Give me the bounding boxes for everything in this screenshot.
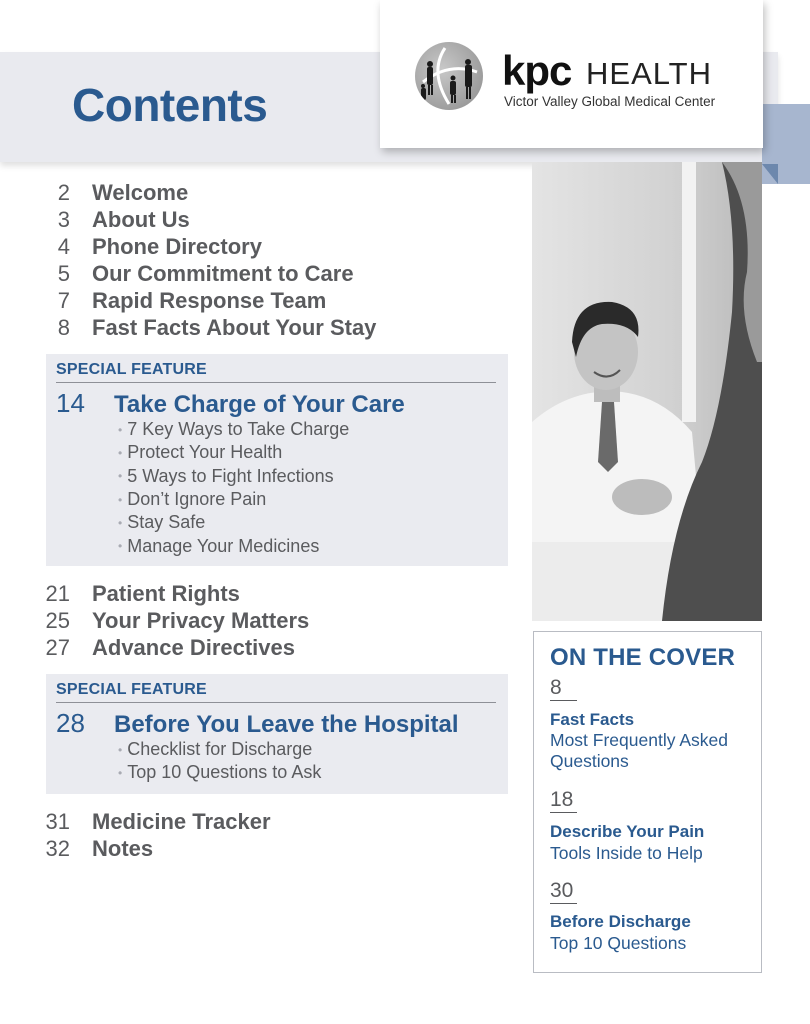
list-item[interactable] — [118, 761, 321, 784]
list-item-label: 5 Ways to Fight Infections — [127, 465, 334, 486]
feature-page-number: 28 — [56, 708, 85, 738]
list-item-label: Don’t Ignore Pain — [127, 489, 267, 510]
toc-title: Phone Directory — [92, 234, 262, 259]
list-item-label: Protect Your Health — [127, 442, 283, 463]
cover-title: ON THE COVER — [550, 644, 736, 671]
toc-item[interactable] — [0, 234, 262, 260]
toc-title: About Us — [92, 207, 190, 232]
toc-page-number: 7 — [57, 288, 70, 313]
bullet-icon: • — [118, 422, 123, 437]
toc-item[interactable] — [0, 635, 295, 661]
globe-with-people-icon — [415, 42, 483, 110]
feature-sub-list — [118, 418, 349, 558]
toc-page-number: 5 — [57, 261, 70, 286]
toc-title: Medicine Tracker — [92, 809, 271, 834]
list-item-label: 7 Key Ways to Take Charge — [127, 419, 350, 440]
list-item-label: Stay Safe — [127, 512, 206, 533]
toc-page-number: 27 — [45, 635, 70, 660]
list-item[interactable] — [118, 534, 349, 557]
cover-description: Most Frequently Asked Questions — [550, 730, 728, 771]
special-feature-box — [46, 354, 508, 566]
toc-page-number: 21 — [45, 581, 70, 606]
feature-sub-list — [118, 738, 321, 785]
cover-page-number: 8 — [550, 676, 577, 701]
toc-page-number: 2 — [57, 180, 70, 205]
page-title: Contents — [72, 79, 268, 131]
list-item-label: Top 10 Questions to Ask — [127, 762, 322, 783]
list-item[interactable] — [118, 511, 349, 534]
list-item[interactable] — [118, 488, 349, 511]
feature-title[interactable]: Before You Leave the Hospital — [114, 711, 459, 738]
feature-page-number: 14 — [56, 388, 85, 418]
toc-title: Your Privacy Matters — [92, 608, 310, 633]
toc-page-number: 8 — [57, 315, 70, 340]
bullet-icon: • — [118, 445, 123, 460]
list-item[interactable] — [118, 738, 321, 761]
special-feature-label: SPECIAL FEATURE — [56, 681, 207, 698]
cover-heading[interactable]: Describe Your Pain — [550, 822, 705, 841]
bullet-icon: • — [118, 515, 123, 530]
divider — [56, 702, 496, 703]
list-item-label: Manage Your Medicines — [127, 535, 320, 556]
toc-item[interactable] — [0, 261, 354, 287]
toc-item[interactable] — [0, 288, 326, 314]
toc-item[interactable] — [0, 180, 188, 206]
bullet-icon: • — [118, 492, 123, 507]
cover-description: Top 10 Questions — [550, 933, 687, 953]
toc-title: Notes — [92, 836, 154, 861]
toc-item[interactable] — [0, 207, 190, 233]
logo — [380, 0, 763, 148]
list-item[interactable] — [118, 418, 349, 441]
cover-description: Tools Inside to Help — [550, 843, 703, 863]
on-the-cover-box — [533, 631, 762, 973]
bullet-icon: • — [118, 742, 123, 757]
special-feature-box — [46, 674, 508, 794]
logo-brand-light: HEALTH — [586, 56, 713, 91]
toc-page-number: 4 — [57, 234, 70, 259]
toc-item[interactable] — [0, 315, 376, 341]
toc-title: Patient Rights — [92, 581, 240, 606]
logo-brand-bold: kpc — [502, 47, 572, 94]
toc-item[interactable] — [0, 836, 153, 862]
toc-page-number: 25 — [45, 608, 70, 633]
doctor-handshake-photo — [532, 162, 762, 621]
toc-page-number: 3 — [57, 207, 70, 232]
logo-subtitle: Victor Valley Global Medical Center — [504, 94, 716, 109]
toc-title: Fast Facts About Your Stay — [92, 315, 377, 340]
cover-page-number: 18 — [550, 788, 577, 813]
toc-page-number: 32 — [45, 836, 70, 861]
special-feature-label: SPECIAL FEATURE — [56, 361, 207, 378]
accent-triangle — [762, 164, 778, 184]
cover-page-number: 30 — [550, 879, 577, 904]
toc-title: Rapid Response Team — [92, 288, 327, 313]
cover-heading[interactable]: Before Discharge — [550, 912, 691, 931]
bullet-icon: • — [118, 469, 123, 484]
divider — [56, 382, 496, 383]
list-item[interactable] — [118, 441, 349, 464]
cover-heading[interactable]: Fast Facts — [550, 710, 635, 729]
bullet-icon: • — [118, 539, 123, 554]
toc-item[interactable] — [0, 608, 309, 634]
bullet-icon: • — [118, 765, 123, 780]
toc-item[interactable] — [0, 581, 240, 607]
toc-page-number: 31 — [45, 809, 70, 834]
list-item[interactable] — [118, 465, 349, 488]
list-item-label: Checklist for Discharge — [127, 739, 313, 760]
feature-title[interactable]: Take Charge of Your Care — [114, 391, 405, 418]
toc-title: Welcome — [92, 180, 189, 205]
toc-item[interactable] — [0, 809, 271, 835]
toc-title: Our Commitment to Care — [92, 261, 354, 286]
toc-title: Advance Directives — [92, 635, 295, 660]
